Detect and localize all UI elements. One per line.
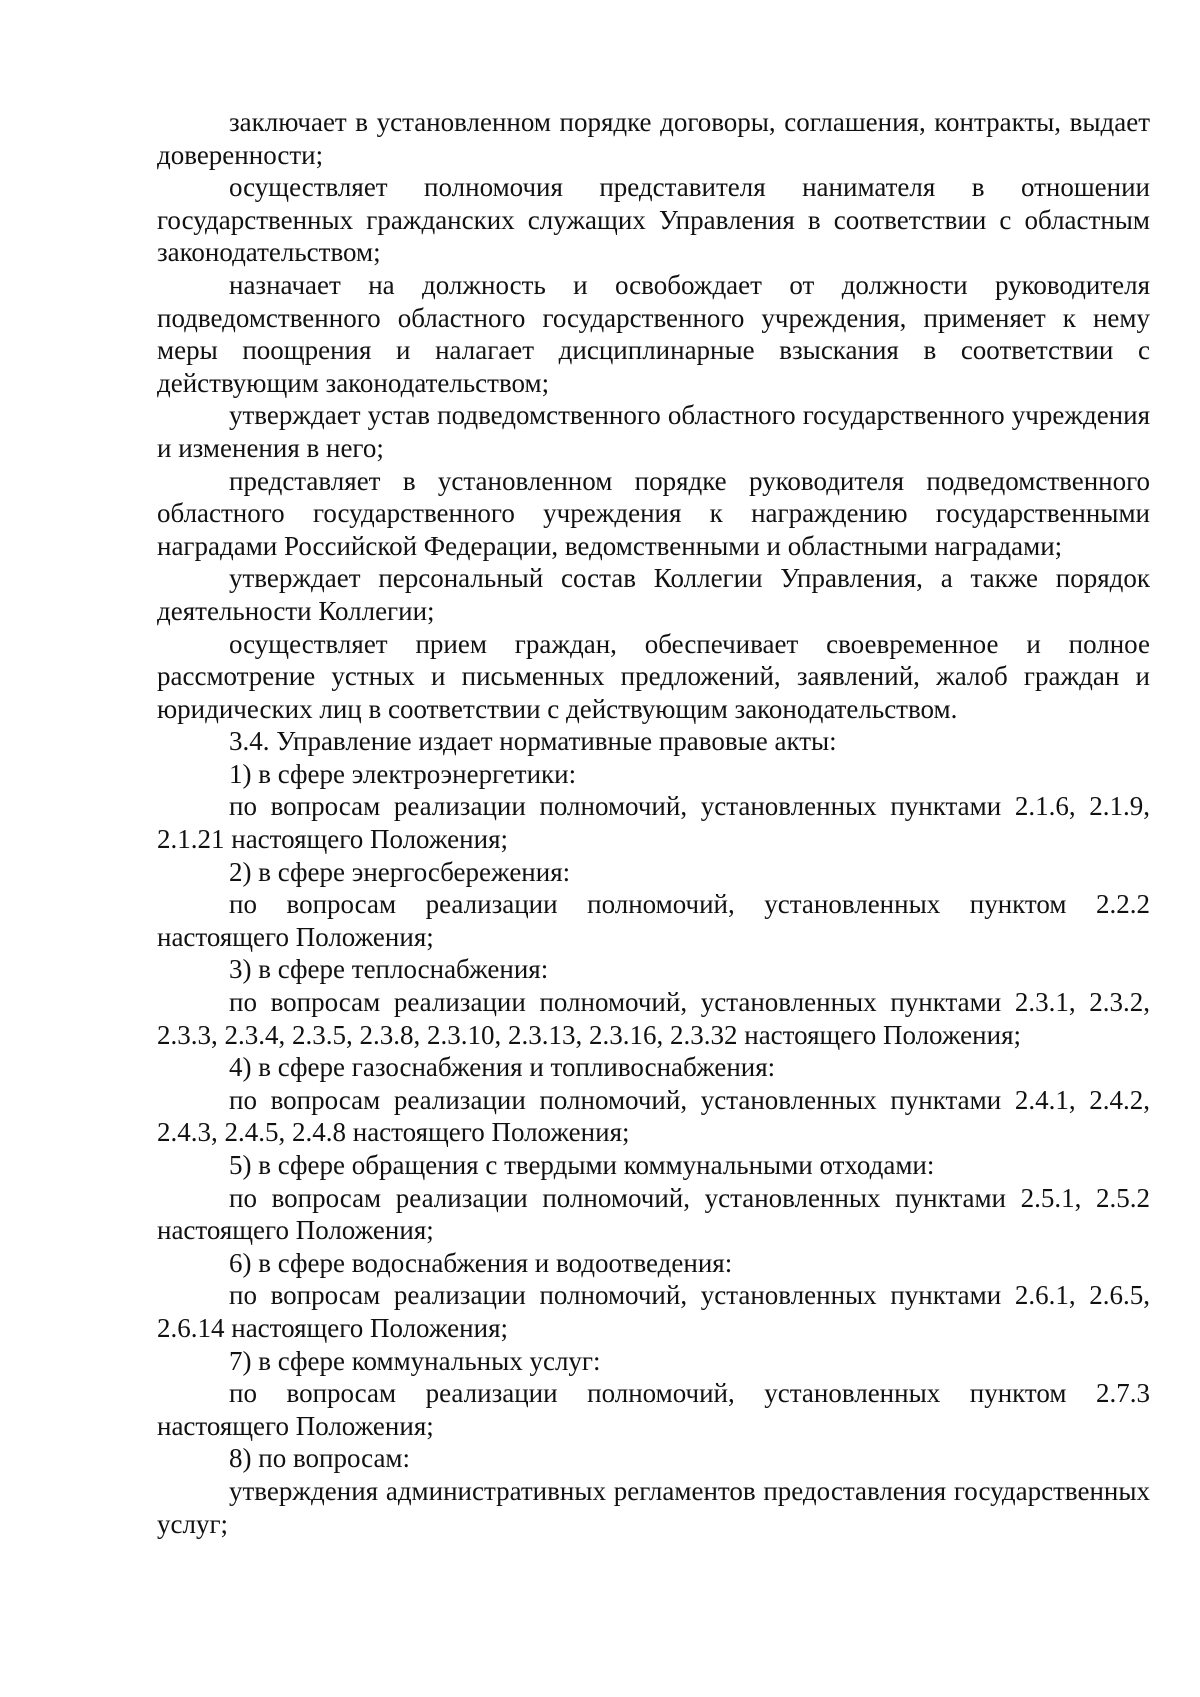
list-item-7-body: по вопросам реализации полномочий, установленных пунктом 2.7.3 настоящего Положения;	[157, 1378, 1150, 1441]
document-page	[157, 106, 1150, 1540]
list-item-5-body: по вопросам реализации полномочий, установленных пунктами 2.5.1, 2.5.2 настоящего Положения;	[157, 1182, 1150, 1246]
list-item-2-heading: 2) в сфере энергосбережения:	[229, 856, 571, 887]
list-item-2-body: по вопросам реализации полномочий, установленных пунктом 2.2.2 настоящего Положения;	[157, 889, 1150, 952]
paragraph-employer-powers: осуществляет полномочия представителя нанимателя в отношении государственных гражданских служащих Управления в соответствии с областным законодательством;	[157, 172, 1150, 268]
list-item-3-heading: 3) в сфере теплоснабжения:	[229, 954, 549, 985]
list-item-1-body: по вопросам реализации полномочий, установленных пунктами 2.1.6, 2.1.9, 2.1.21 настоящего Положения;	[157, 791, 1150, 855]
list-item-8-body: утверждения административных регламентов предоставления государственных услуг;	[157, 1475, 1150, 1539]
list-item-4-heading: 4) в сфере газоснабжения и топливоснабжения:	[229, 1052, 776, 1083]
list-item-6-heading: 6) в сфере водоснабжения и водоотведения:	[229, 1247, 733, 1278]
list-item-5-heading: 5) в сфере обращения с твердыми коммунальными отходами:	[229, 1150, 935, 1180]
list-item-7-heading: 7) в сфере коммунальных услуг:	[229, 1345, 601, 1376]
list-item-4-body: по вопросам реализации полномочий, установленных пунктами 2.4.1, 2.4.2, 2.4.3, 2.4.5, 2.4.8 настоящего Положения;	[157, 1084, 1150, 1148]
paragraph-appointment: назначает на должность и освобождает от должности руководителя подведомственного областного государственного учреждения, применяет к нему меры поощрения и налагает дисциплинарные взыскания в соответствии с действующим законодательством;	[157, 269, 1150, 398]
paragraph-contracts: заключает в установленном порядке договоры, соглашения, контракты, выдает доверенности;	[157, 107, 1150, 170]
paragraph-awards: представляет в установленном порядке руководителя подведомственного областного государственного учреждения к награждению государственными наградами Российской Федерации, ведомственными и областными наградами;	[157, 465, 1150, 561]
list-item-8-heading: 8) по вопросам:	[229, 1443, 411, 1474]
paragraph-charter: утверждает устав подведомственного областного государственного учреждения и изменения в него;	[157, 400, 1150, 463]
paragraph-collegium: утверждает персональный состав Коллегии Управления, а также порядок деятельности Коллегии;	[157, 563, 1150, 626]
list-item-1-heading: 1) в сфере электроэнергетики:	[229, 758, 577, 789]
list-item-6-body: по вопросам реализации полномочий, установленных пунктами 2.6.1, 2.6.5, 2.6.14 настоящего Положения;	[157, 1280, 1150, 1343]
section-heading-3-4: 3.4. Управление издает нормативные правовые акты:	[229, 726, 837, 757]
paragraph-citizens: осуществляет прием граждан, обеспечивает своевременное и полное рассмотрение устных и письменных предложений, заявлений, жалоб граждан и юридических лиц в соответствии с действующим законодательством.	[157, 628, 1150, 724]
list-item-3-body: по вопросам реализации полномочий, установленных пунктами 2.3.1, 2.3.2, 2.3.3, 2.3.4, 2.3.5, 2.3.8, 2.3.10, 2.3.13, 2.3.16, 2.3.32 настоящего Положения;	[157, 987, 1150, 1050]
